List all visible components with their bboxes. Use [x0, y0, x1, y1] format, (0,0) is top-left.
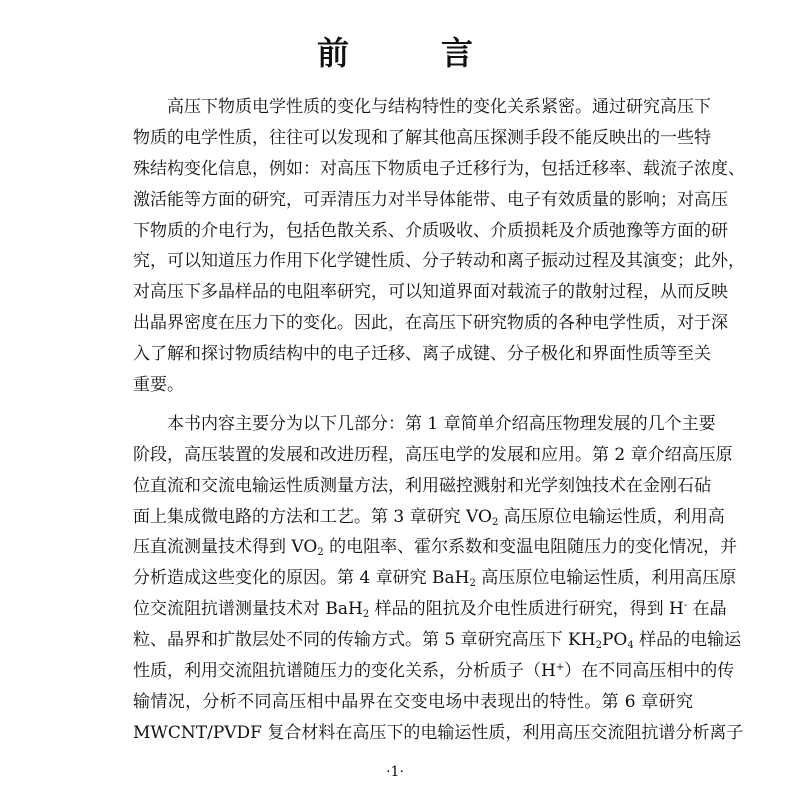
page-number: ·1· [386, 764, 404, 780]
text-line: 出晶界密度在压力下的变化。因此，在高压下研究物质的各种电学性质，对于深 [133, 313, 728, 334]
text-line: MWCNT/PVDF 复合材料在高压下的电输运性质，利用高压交流阻抗谱分析离子 [133, 722, 744, 743]
text-line: 位直流和交流电输运性质测量方法，利用磁控溅射和光学刻蚀技术在金刚石砧 [133, 475, 711, 496]
text-line: 究，可以知道压力作用下化学键性质、分子转动和离子振动过程及其演变；此外， [133, 251, 745, 272]
text-line: 位交流阻抗谱测量技术对 BaH$_2$ 样品的阻抗及介电性质进行研究，得到 H- 在晶 [133, 599, 727, 621]
page-title: 前 言 [316, 34, 503, 72]
paragraph-2 [133, 409, 744, 749]
text-line: 粒、晶界和扩散层处不同的传输方式。第 5 章研究高压下 $KH_2PO_4$ 样品的电输运 [133, 630, 742, 652]
text-line: 本书内容主要分为以下几部分：第 1 章简单介绍高压物理发展的几个主要 [167, 413, 716, 434]
text-line: 激活能等方面的研究，可弄清压力对半导体能带、电子有效质量的影响；对高压 [133, 189, 728, 210]
text-line: 高压下物质电学性质的变化与结构特性的变化关系紧密。通过研究高压下 [167, 97, 711, 117]
text-line: 阶段，高压装置的发展和改进历程，高压电学的发展和应用。第 2 章介绍高压原 [133, 444, 733, 465]
text-line: 输情况，分析不同高压相中晶界在交变电场中表现出的特性。第 6 章研究 [133, 691, 693, 712]
text-line: 对高压下多晶样品的电阻率研究，可以知道界面对载流子的散射过程，从而反映 [133, 282, 728, 303]
text-line: 重要。 [133, 375, 184, 396]
text-line: 面上集成微电路的方法和工艺。第 3 章研究 $VO_2$ 高压原位电输运性质，利用高 [133, 506, 725, 528]
text-line: 入了解和探讨物质结构中的电子迁移、离子成键、分子极化和界面性质等至关 [133, 344, 711, 365]
text-line: 物质的电学性质，往往可以发现和了解其他高压探测手段不能反映出的一些特 [133, 127, 711, 148]
text-line: 殊结构变化信息，例如：对高压下物质电子迁移行为，包括迁移率、载流子浓度、 [133, 158, 745, 179]
text-line: 分析造成这些变化的原因。第 4 章研究 BaH$_2$ 高压原位电输运性质，利用高压原 [133, 568, 737, 590]
text-line: 压直流测量技术得到 $VO_2$ 的电阻率、霍尔系数和变温电阻随压力的变化情况，并 [133, 537, 738, 559]
text-line: 性质，利用交流阻抗谱随压力的变化关系，分析质子（H+）在不同高压相中的传 [133, 661, 735, 682]
body-text [133, 92, 745, 749]
paragraph-1 [133, 92, 745, 401]
text-line: 下物质的介电行为，包括色散关系、介质吸收、介质损耗及介质弛豫等方面的研 [133, 220, 728, 241]
